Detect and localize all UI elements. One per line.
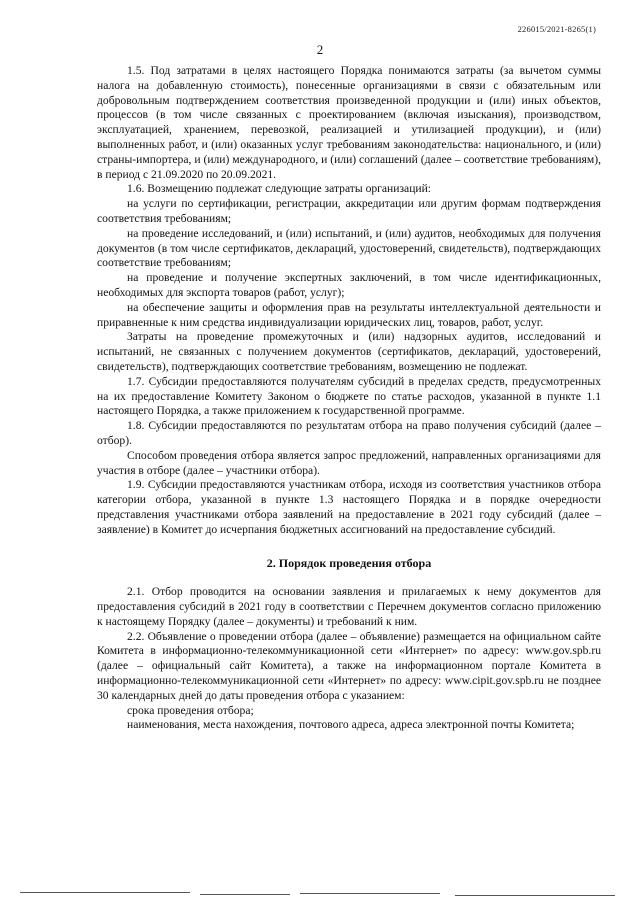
section-heading-2: 2. Порядок проведения отбора bbox=[266, 555, 432, 570]
document-body bbox=[97, 64, 601, 733]
paragraph-selection-method: Способом проведения отбора является запрос предложений, направленных организациями для участия в отборе (далее – участники отбора). bbox=[97, 448, 601, 477]
paragraph-1-8: 1.8. Субсидии предоставляются по результатам отбора на право получения субсидий (далее – отбор). bbox=[97, 419, 601, 447]
paragraph-1-6: 1.6. Возмещению подлежат следующие затраты организаций: bbox=[127, 182, 432, 196]
paragraph-1-5: 1.5. Под затратами в целях настоящего Порядка понимаются затраты (за вычетом суммы налога на добавленную стоимость), понесенные организациями в связи с обязательным или добровольным подтверждением соответствия произведенной продукции и (или) иных объектов, процессов (в том числе связанных с проектированием (включая изыскания), производством, эксплуатацией, хранением, перевозкой, реализацией и утилизацией продукции), и (или) выполненных работ, и (или) оказанных услуг требованиям законодательства: национального, и (или) страны-импортера, и (или) международного, и (или) соглашений (далее – соответствие требованиям), в период с 21.09.2020 по 20.09.2021. bbox=[97, 64, 601, 181]
paragraph-certification-costs: на услуги по сертификации, регистрации, аккредитации или другим формам подтверждения соответствия требованиям; bbox=[97, 197, 601, 225]
paragraph-selection-deadline: срока проведения отбора; bbox=[127, 703, 254, 717]
document-number: 226015/2021-8265(1) bbox=[517, 24, 596, 34]
scan-bottom-edge bbox=[0, 891, 640, 897]
paragraph-expert-conclusions: на проведение и получение экспертных заключений, в том числе идентификационных, необходимых для экспорта товаров (работ, услуг); bbox=[97, 271, 601, 299]
paragraph-1-9: 1.9. Субсидии предоставляются участникам отбора, исходя из соответствия участников отбора категории отбора, указанной в пункте 1.3 настоящего Порядка и в порядке очередности представления участниками отбора заявлений на предоставление в 2021 году субсидий (далее – заявление) в Комитет до исчерпания бюджетных ассигнований на предоставление субсидий. bbox=[97, 478, 601, 536]
paragraph-research-costs: на проведение исследований, и (или) испытаний, и (или) аудитов, необходимых для получения документов (в том числе сертификатов, деклараций, удостоверений, свидетельств), подтверждающих соответствие требованиям; bbox=[97, 226, 601, 270]
paragraph-2-1: 2.1. Отбор проводится на основании заявления и прилагаемых к нему документов для предоставления субсидий в 2021 году в соответствии с Перечнем документов согласно приложению к настоящему Порядку (далее – документы) и требований к ним. bbox=[97, 585, 601, 628]
paragraph-committee-details: наименования, места нахождения, почтового адреса, адреса электронной почты Комитета; bbox=[127, 718, 575, 732]
page-number: 2 bbox=[316, 42, 324, 57]
paragraph-1-7: 1.7. Субсидии предоставляются получателям субсидий в пределах средств, предусмотренных на их предоставление Комитету Законом о бюджете по статье расходов, указанной в пункте 1.1 настоящего Порядка, а также приложением к государственной программе. bbox=[97, 374, 601, 418]
paragraph-2-2: 2.2. Объявление о проведении отбора (далее – объявление) размещается на официальном сайте Комитета в информационно-телекоммуникационной сети «Интернет» по адресу: www.gov.spb.ru (далее – официальный сайт Комитета), а также на информационном портале Комитета в информационно-телекоммуникационной сети «Интернет» по адресу: www.cipit.gov.spb.ru не позднее 30 календарных дней до даты проведения отбора с указанием: bbox=[97, 629, 601, 702]
paragraph-non-reimbursable: Затраты на проведение промежуточных и (или) надзорных аудитов, исследований и испытаний, не связанных с получением документов (сертификатов, деклараций, удостоверений, свидетельств), подтверждающих соответствие требованиям, возмещению не подлежат. bbox=[97, 330, 601, 373]
paragraph-ip-protection: на обеспечение защиты и оформления прав на результаты интеллектуальной деятельности и приравненные к ним средства индивидуализации юридических лиц, товаров, работ, услуг. bbox=[97, 300, 601, 329]
